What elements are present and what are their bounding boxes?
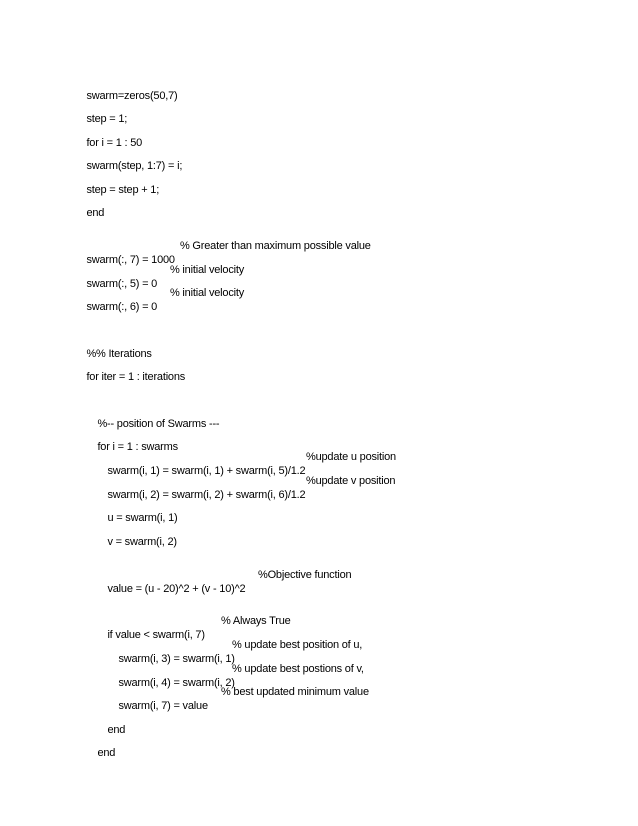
code-line bbox=[107, 638, 507, 665]
code-text: %% Iterations bbox=[86, 348, 152, 360]
code-comment: %update u position bbox=[306, 451, 396, 463]
code-text: if value < swarm(i, 7) bbox=[107, 629, 205, 641]
code-text: swarm(i, 3) = swarm(i, 1) bbox=[118, 653, 235, 665]
code-text: step = step + 1; bbox=[86, 184, 160, 196]
code-text: swarm(:, 7) = 1000 bbox=[86, 254, 175, 266]
code-comment: %Objective function bbox=[258, 569, 352, 581]
code-text: end bbox=[86, 207, 105, 219]
code-line bbox=[107, 662, 507, 689]
code-text: value = (u - 20)^2 + (v - 10)^2 bbox=[107, 583, 246, 595]
code-text: swarm(i, 7) = value bbox=[118, 700, 208, 712]
code-text: v = swarm(i, 2) bbox=[107, 536, 177, 548]
code-line bbox=[96, 450, 516, 477]
code-text: for iter = 1 : iterations bbox=[86, 371, 186, 383]
code-comment: % update best position of u, bbox=[232, 639, 363, 651]
code-line bbox=[107, 685, 507, 712]
code-comment: % best updated minimum value bbox=[221, 686, 369, 698]
code-comment: %update v position bbox=[306, 475, 396, 487]
code-text: end bbox=[107, 724, 126, 736]
code-comment: % Greater than maximum possible value bbox=[180, 240, 371, 252]
code-comment: % Always True bbox=[221, 615, 291, 627]
code-line bbox=[96, 568, 496, 595]
code-text: for i = 1 : 50 bbox=[86, 137, 143, 149]
code-line bbox=[75, 192, 104, 234]
code-text: swarm(i, 4) = swarm(i, 2) bbox=[118, 677, 235, 689]
code-comment: % initial velocity bbox=[170, 264, 245, 276]
code-line bbox=[86, 732, 115, 774]
code-text: swarm(step, 1:7) = i; bbox=[86, 160, 183, 172]
code-line bbox=[96, 521, 177, 563]
code-line bbox=[75, 263, 475, 290]
code-text: swarm(:, 5) = 0 bbox=[86, 278, 158, 290]
code-line bbox=[96, 474, 516, 501]
code-comment: % initial velocity bbox=[170, 287, 245, 299]
code-line bbox=[75, 286, 475, 313]
code-comment: % update best postions of v, bbox=[232, 663, 364, 675]
code-text: %-- position of Swarms --- bbox=[97, 418, 220, 430]
code-text: for i = 1 : swarms bbox=[97, 441, 178, 453]
code-line bbox=[96, 614, 496, 641]
code-text: swarm=zeros(50,7) bbox=[86, 90, 178, 102]
code-text: step = 1; bbox=[86, 113, 128, 125]
code-text: end bbox=[97, 747, 116, 759]
code-text: swarm(:, 6) = 0 bbox=[86, 301, 158, 313]
code-line bbox=[75, 239, 475, 266]
code-text: swarm(i, 1) = swarm(i, 1) + swarm(i, 5)/1.2 bbox=[107, 465, 306, 477]
code-text: swarm(i, 2) = swarm(i, 2) + swarm(i, 6)/1.2 bbox=[107, 489, 306, 501]
code-line bbox=[75, 356, 185, 398]
code-text: u = swarm(i, 1) bbox=[107, 512, 178, 524]
